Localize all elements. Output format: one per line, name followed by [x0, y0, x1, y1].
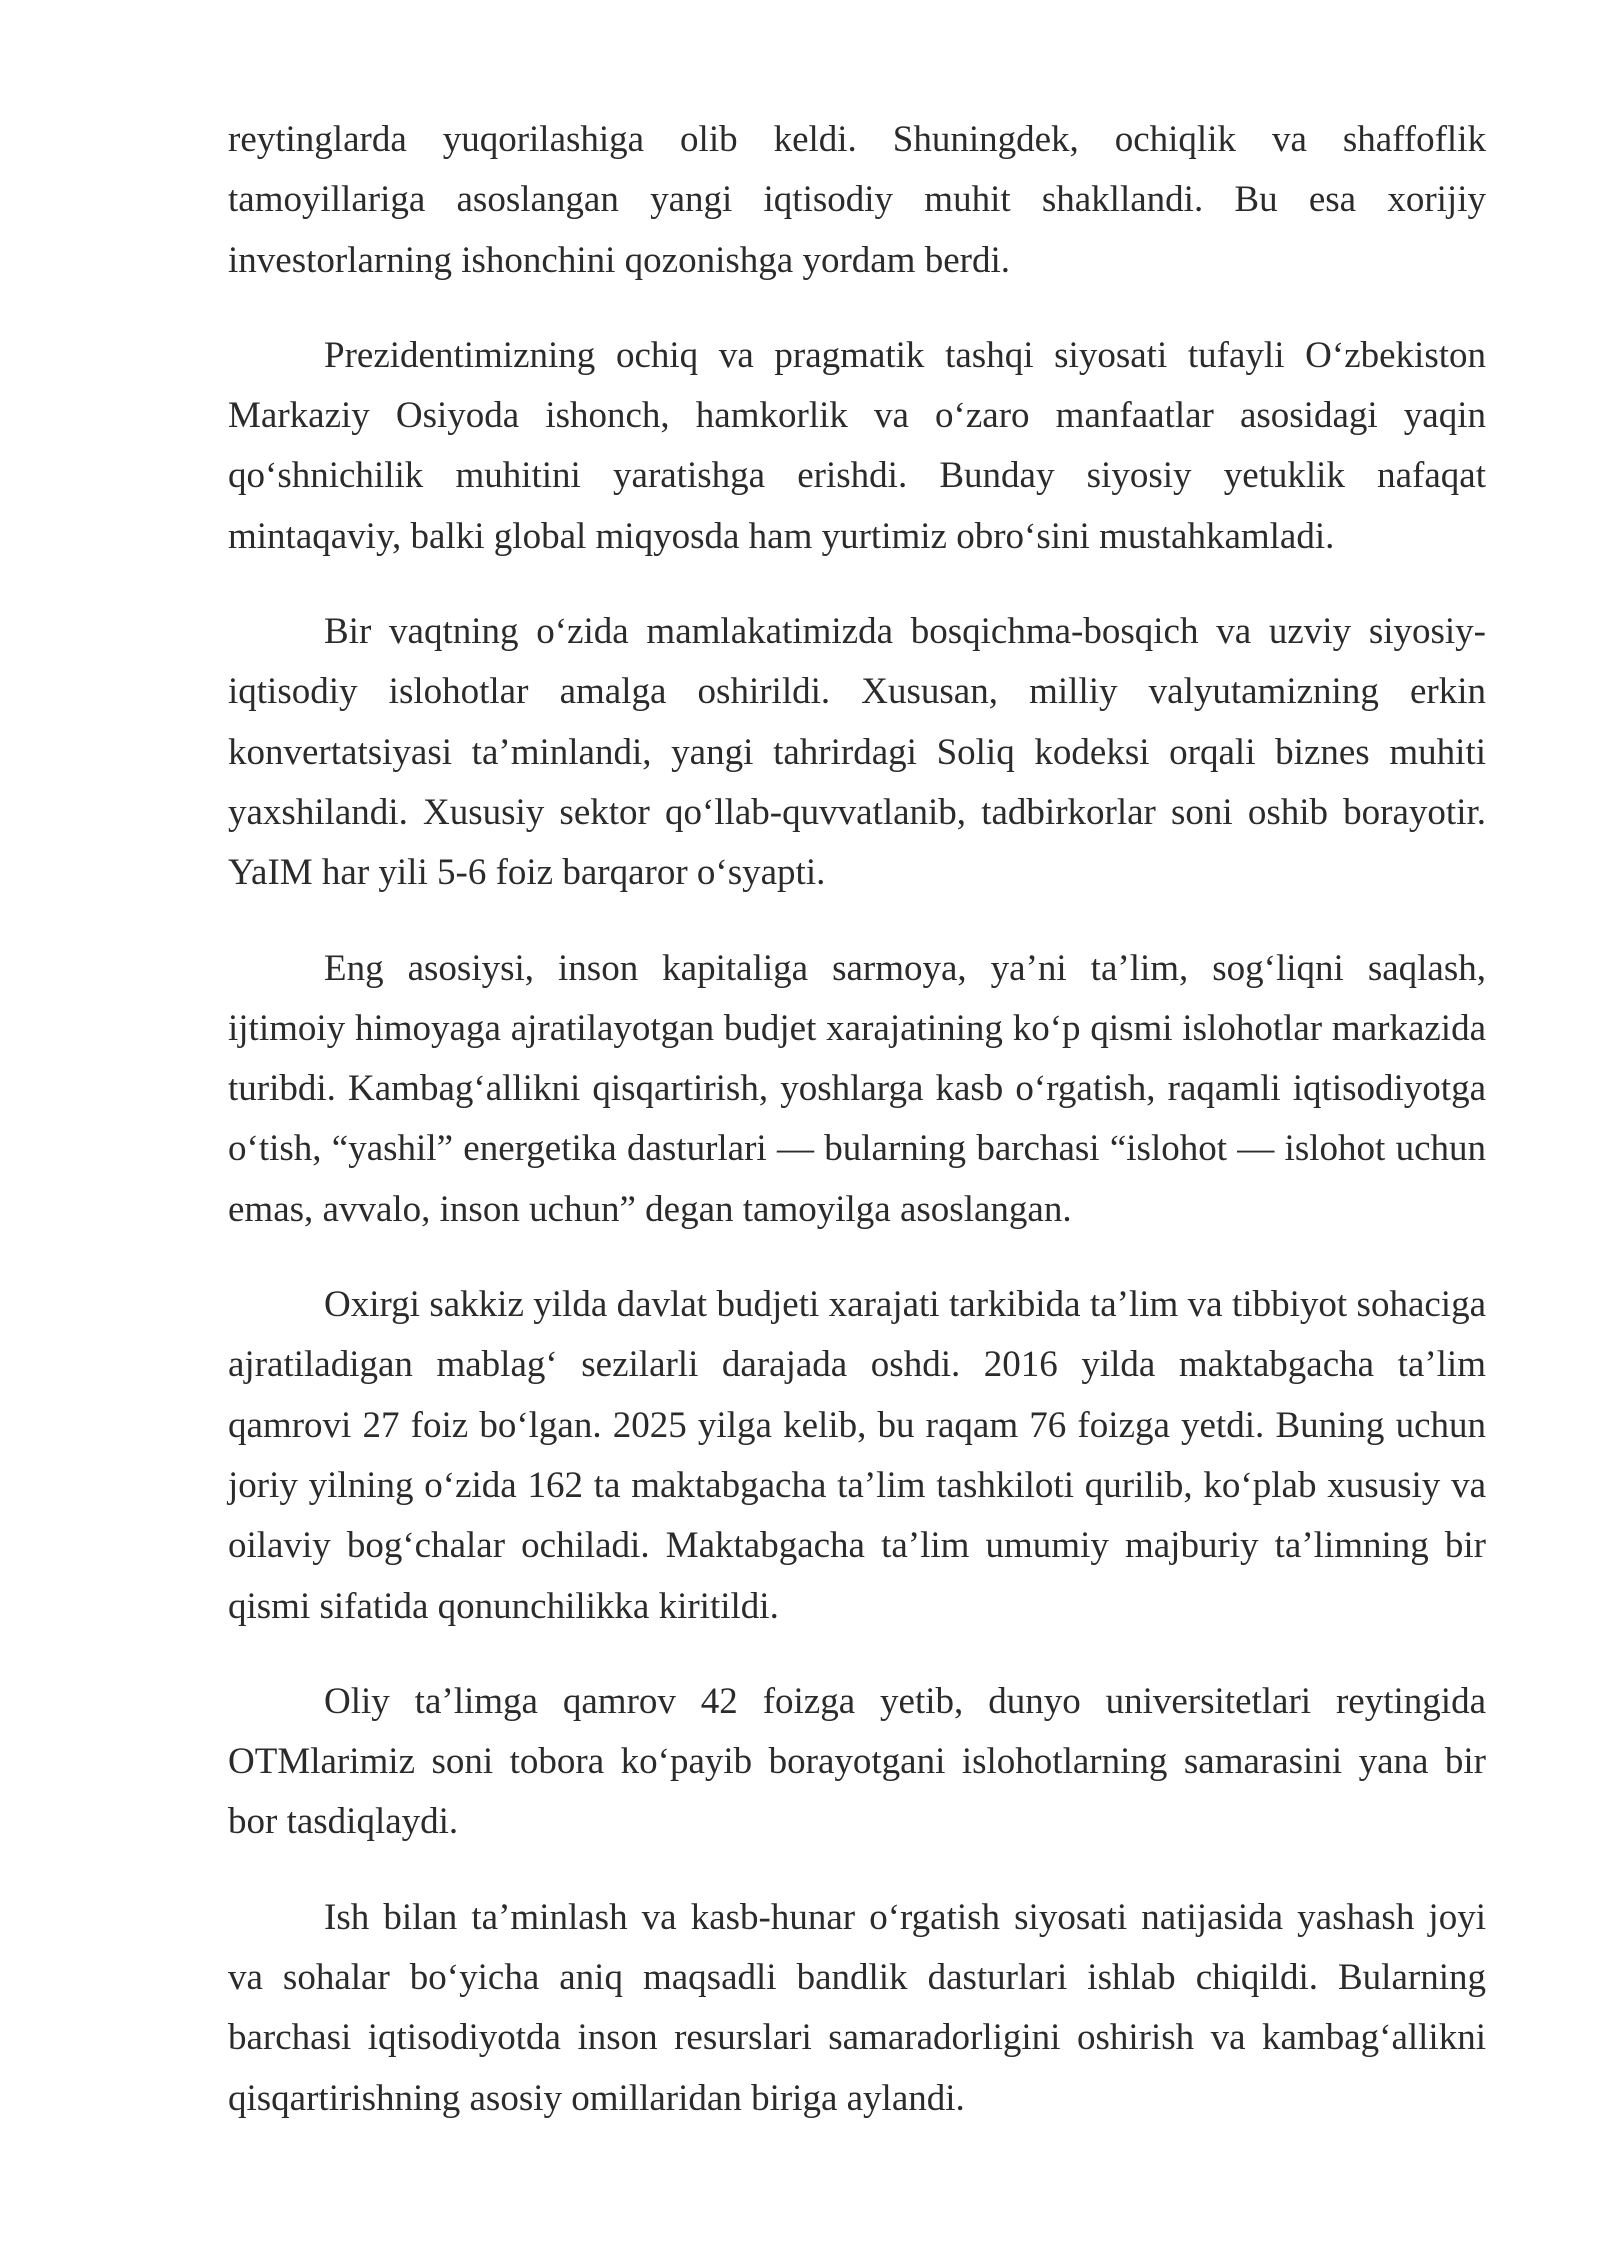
- paragraph-3: Bir vaqtning o‘zida mamlakatimizda bosqichma-bosqich va uzviy siyosiy-iqtisodiy islohotlar amalga oshirildi. Xususan, milliy valyutamizning erkin konvertatsiyasi ta’minlandi, yangi tahrirdagi Soliq kodeksi orqali biznes muhiti yaxshilandi. Xususiy sektor qo‘llab-quvvatlanib, tadbirkorlar soni oshib borayotir. YaIM har yili 5-6 foiz barqaror o‘syapti.: [228, 611, 1486, 894]
- paragraph-7: Ish bilan ta’minlash va kasb-hunar o‘rgatish siyosati natijasida yashash joyi va sohalar bo‘yicha aniq maqsadli bandlik dasturlari ishlab chiqildi. Bularning barchasi iqtisodiyotda inson resurslari samaradorligini oshirish va kambag‘allikni qisqartirishning asosiy omillaridan biriga aylandi.: [228, 1896, 1486, 2119]
- paragraph-4: Eng asosiysi, inson kapitaliga sarmoya, ya’ni ta’lim, sog‘liqni saqlash, ijtimoiy himoyaga ajratilayotgan budjet xarajatining ko‘p qismi islohotlar markazida turibdi. Kambag‘allikni qisqartirish, yoshlarga kasb o‘rgatish, raqamli iqtisodiyotga o‘tish, “yashil” energetika dasturlari — bularning barchasi “islohot — islohot uchun emas, avvalo, inson uchun” degan tamoyilga asoslangan.: [228, 947, 1486, 1230]
- document-page: [228, 110, 1486, 2164]
- paragraph-6: Oliy ta’limga qamrov 42 foizga yetib, dunyo universitetlari reytingida OTMlarimiz soni tobora ko‘payib borayotgani islohotlarning samarasini yana bir bor tasdiqlaydi.: [228, 1680, 1486, 1843]
- paragraph-2: Prezidentimizning ochiq va pragmatik tashqi siyosati tufayli O‘zbekiston Markaziy Osiyoda ishonch, hamkorlik va o‘zaro manfaatlar asosidagi yaqin qo‘shnichilik muhitini yaratishga erishdi. Bunday siyosiy yetuklik nafaqat mintaqaviy, balki global miqyosda ham yurtimiz obro‘sini mustahkamladi.: [228, 334, 1486, 557]
- paragraph-5: Oxirgi sakkiz yilda davlat budjeti xarajati tarkibida ta’lim va tibbiyot sohaciga ajratiladigan mablag‘ sezilarli darajada oshdi. 2016 yilda maktabgacha ta’lim qamrovi 27 foiz bo‘lgan. 2025 yilga kelib, bu raqam 76 foizga yetdi. Buning uchun joriy yilning o‘zida 162 ta maktabgacha ta’lim tashkiloti qurilib, ko‘plab xususiy va oilaviy bog‘chalar ochiladi. Maktabgacha ta’lim umumiy majburiy ta’limning bir qismi sifatida qonunchilikka kiritildi.: [228, 1284, 1486, 1627]
- paragraph-1: reytinglarda yuqorilashiga olib keldi. Shuningdek, ochiqlik va shaffoflik tamoyillariga asoslangan yangi iqtisodiy muhit shakllandi. Bu esa xorijiy investorlarning ishonchini qozonishga yordam berdi.: [228, 119, 1486, 281]
